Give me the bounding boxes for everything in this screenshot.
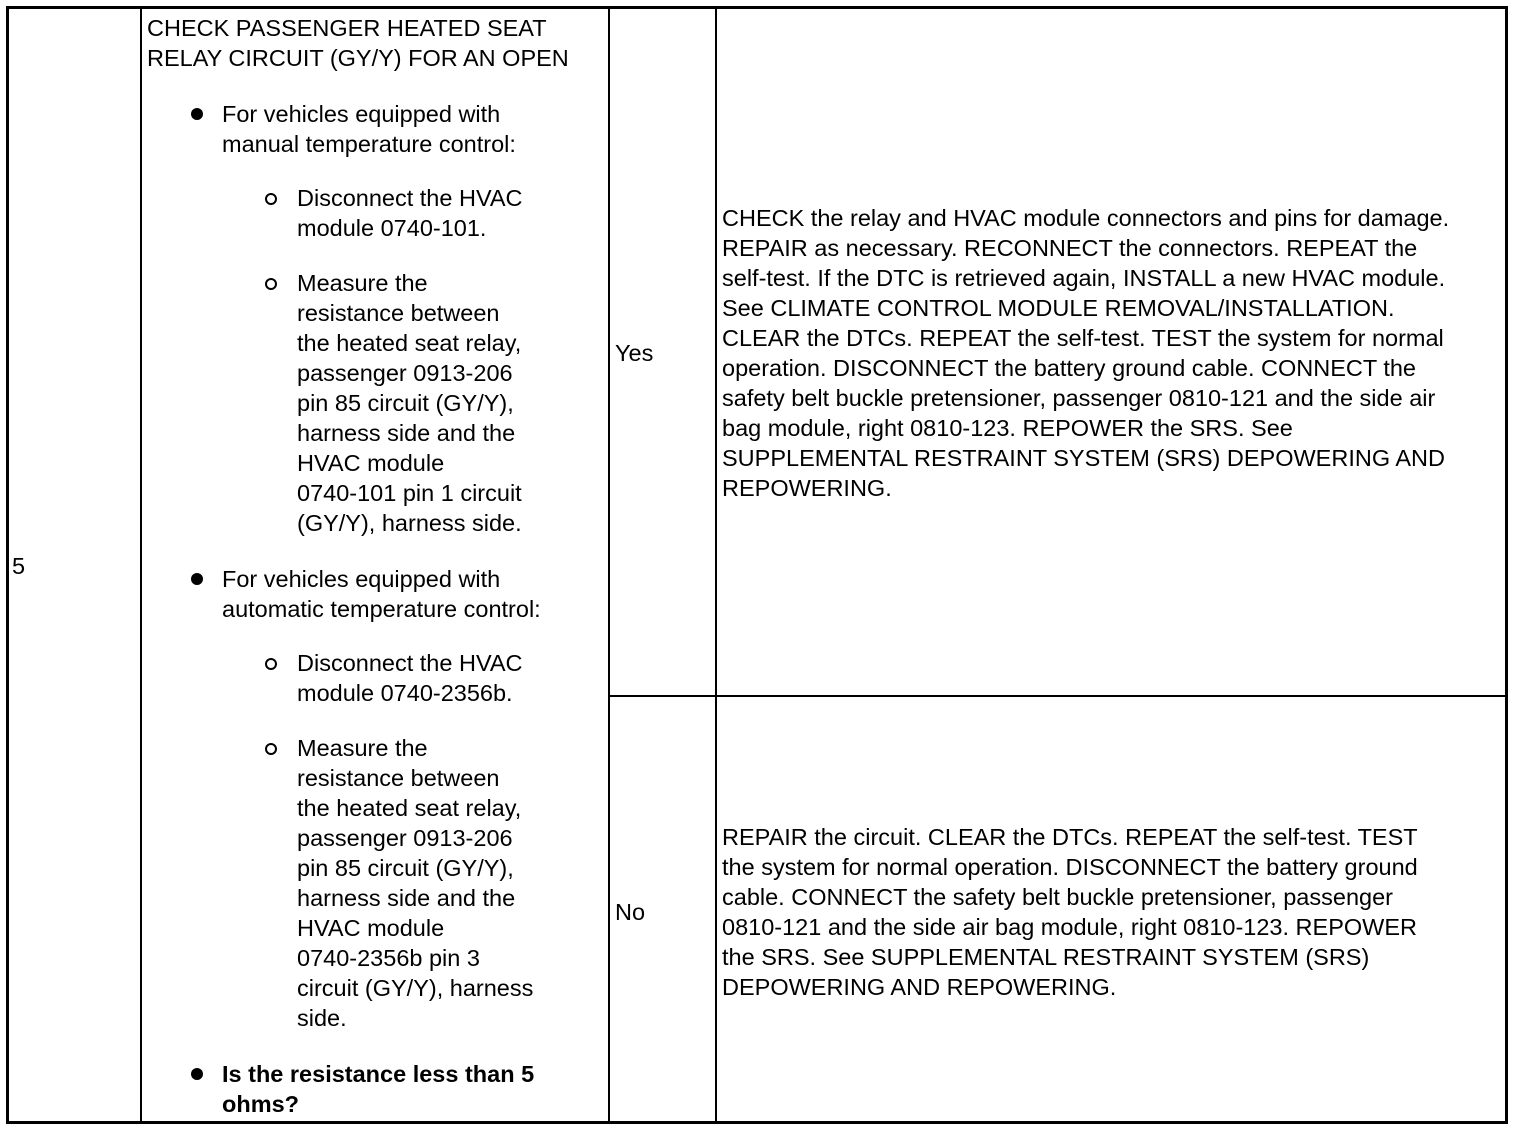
yes-action-line-10: REPOWERING. — [722, 475, 892, 501]
table-border-left — [6, 6, 9, 1124]
automatic-label-line-2: automatic temperature control: — [222, 596, 541, 622]
column-divider-condition — [608, 6, 610, 1124]
sub-bullet-icon — [265, 193, 277, 205]
manual-sub2-line-4: passenger 0913-206 — [297, 360, 513, 386]
yes-action-line-7: safety belt buckle pretensioner, passenger 0810-121 and the side air — [722, 385, 1436, 411]
automatic-sub2-line-5: pin 85 circuit (GY/Y), — [297, 855, 514, 881]
step-title-line-2: RELAY CIRCUIT (GY/Y) FOR AN OPEN — [147, 45, 569, 71]
manual-sub2-line-2: resistance between — [297, 300, 500, 326]
automatic-sub2-line-4: passenger 0913-206 — [297, 825, 513, 851]
manual-sub2-line-7: HVAC module — [297, 450, 445, 476]
manual-sub1-line-1: Disconnect the HVAC — [297, 185, 523, 211]
no-action-line-4: 0810-121 and the side air bag module, right 0810-123. REPOWER — [722, 914, 1417, 940]
manual-sub2-line-8: 0740-101 pin 1 circuit — [297, 480, 522, 506]
yes-action-line-4: See CLIMATE CONTROL MODULE REMOVAL/INSTALLATION. — [722, 295, 1395, 321]
table-border-top — [6, 6, 1508, 9]
no-action-line-1: REPAIR the circuit. CLEAR the DTCs. REPEAT the self-test. TEST — [722, 824, 1418, 850]
automatic-label-line-1: For vehicles equipped with — [222, 566, 501, 592]
automatic-sub2-line-7: HVAC module — [297, 915, 445, 941]
yes-action-line-2: REPAIR as necessary. RECONNECT the connectors. REPEAT the — [722, 235, 1418, 261]
manual-sub2-line-3: the heated seat relay, — [297, 330, 522, 356]
manual-sub1-line-2: module 0740-101. — [297, 215, 487, 241]
row-divider-yes-no — [608, 695, 1508, 697]
column-divider-step — [140, 6, 142, 1124]
sub-bullet-icon — [265, 743, 277, 755]
manual-label-line-1: For vehicles equipped with — [222, 101, 501, 127]
manual-sub2-line-1: Measure the — [297, 270, 428, 296]
manual-sub2-line-9: (GY/Y), harness side. — [297, 510, 522, 536]
bullet-icon — [191, 573, 203, 585]
table-border-bottom — [6, 1121, 1508, 1124]
manual-sub2-line-5: pin 85 circuit (GY/Y), — [297, 390, 514, 416]
table-border-right — [1505, 6, 1508, 1124]
yes-action-line-6: operation. DISCONNECT the battery ground cable. CONNECT the — [722, 355, 1416, 381]
no-action-line-6: DEPOWERING AND REPOWERING. — [722, 974, 1117, 1000]
automatic-sub2-line-2: resistance between — [297, 765, 500, 791]
automatic-sub2-line-9: circuit (GY/Y), harness — [297, 975, 534, 1001]
question-line-2: ohms? — [222, 1091, 300, 1117]
yes-action-line-1: CHECK the relay and HVAC module connectors and pins for damage. — [722, 205, 1450, 231]
yes-action-line-9: SUPPLEMENTAL RESTRAINT SYSTEM (SRS) DEPOWERING AND — [722, 445, 1445, 471]
step-title-line-1: CHECK PASSENGER HEATED SEAT — [147, 15, 547, 41]
yes-action-line-5: CLEAR the DTCs. REPEAT the self-test. TEST the system for normal — [722, 325, 1444, 351]
automatic-sub2-line-1: Measure the — [297, 735, 428, 761]
question-line-1: Is the resistance less than 5 — [222, 1061, 535, 1087]
answer-no: No — [615, 899, 646, 925]
automatic-sub2-line-8: 0740-2356b pin 3 — [297, 945, 480, 971]
step-number: 5 — [12, 553, 26, 579]
sub-bullet-icon — [265, 658, 277, 670]
automatic-sub2-line-3: the heated seat relay, — [297, 795, 522, 821]
no-action-line-2: the system for normal operation. DISCONNECT the battery ground — [722, 854, 1418, 880]
manual-label-line-2: manual temperature control: — [222, 131, 516, 157]
bullet-icon — [191, 108, 203, 120]
automatic-sub2-line-10: side. — [297, 1005, 347, 1031]
answer-yes: Yes — [615, 340, 654, 366]
sub-bullet-icon — [265, 278, 277, 290]
yes-action-line-8: bag module, right 0810-123. REPOWER the SRS. See — [722, 415, 1293, 441]
no-action-line-5: the SRS. See SUPPLEMENTAL RESTRAINT SYSTEM (SRS) — [722, 944, 1370, 970]
column-divider-result — [715, 6, 717, 1124]
automatic-sub1-line-1: Disconnect the HVAC — [297, 650, 523, 676]
yes-action-line-3: self-test. If the DTC is retrieved again, INSTALL a new HVAC module. — [722, 265, 1446, 291]
no-action-line-3: cable. CONNECT the safety belt buckle pretensioner, passenger — [722, 884, 1393, 910]
automatic-sub1-line-2: module 0740-2356b. — [297, 680, 513, 706]
manual-sub2-line-6: harness side and the — [297, 420, 516, 446]
automatic-sub2-line-6: harness side and the — [297, 885, 516, 911]
bullet-icon — [191, 1068, 203, 1080]
